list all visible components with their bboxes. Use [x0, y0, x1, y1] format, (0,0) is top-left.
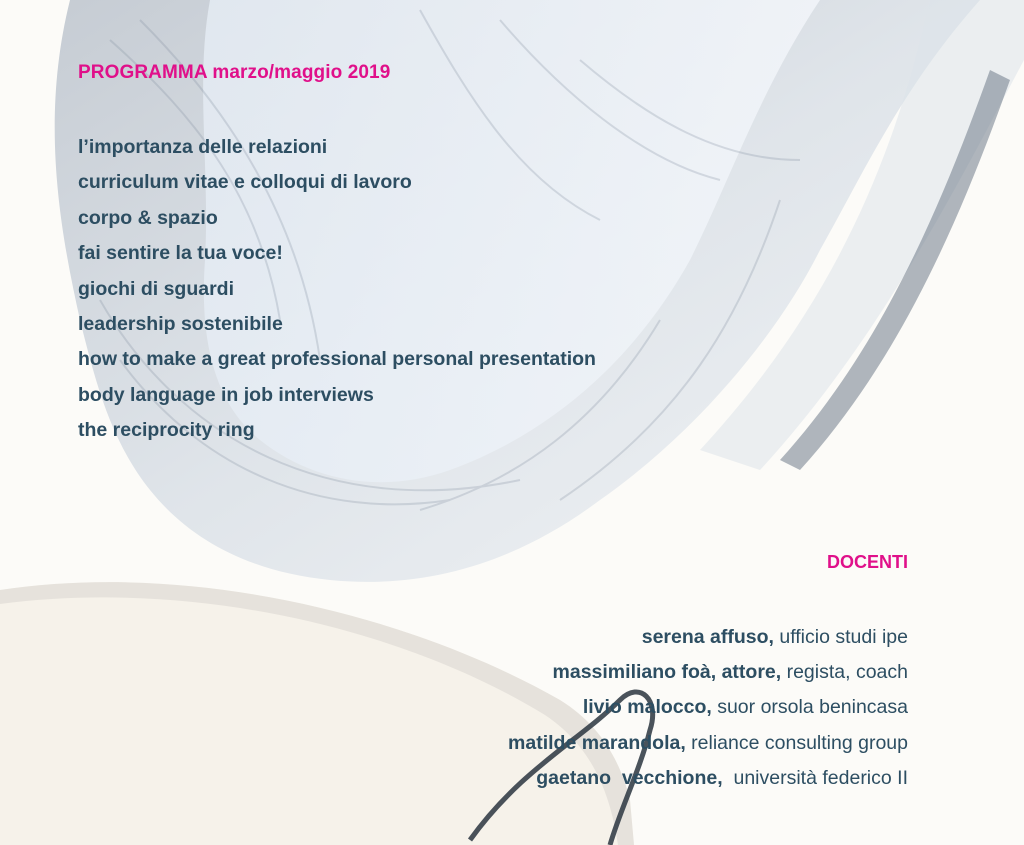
- programma-title: PROGRAMMA marzo/maggio 2019: [78, 62, 391, 83]
- docente-entry: [508, 655, 908, 690]
- docente-role: università federico II: [722, 766, 908, 789]
- docente-name: serena affuso,: [641, 626, 774, 648]
- docenti-list: [508, 620, 908, 796]
- docente-entry: [508, 690, 908, 725]
- docente-name: livio malocco,: [582, 696, 712, 719]
- programma-item: giochi di sguardi: [78, 277, 235, 300]
- programma-list: [78, 130, 596, 449]
- docente-role: regista, coach: [781, 661, 908, 684]
- docente-name: massimiliano foà, attore,: [552, 661, 782, 684]
- programma-item: curriculum vitae e colloqui di lavoro: [78, 171, 412, 194]
- docente-entry: [508, 620, 908, 655]
- programma-item: l’importanza delle relazioni: [78, 136, 328, 158]
- docenti-title: DOCENTI: [827, 552, 908, 572]
- docente-role: suor orsola benincasa: [711, 696, 908, 719]
- docente-name: gaetano vecchione,: [536, 766, 723, 789]
- programma-item: how to make a great professional personal presentation: [78, 348, 596, 371]
- programma-item: corpo & spazio: [78, 206, 218, 229]
- programma-item: leadership sostenibile: [78, 312, 283, 335]
- docente-entry: [508, 726, 908, 761]
- docente-role: ufficio studi ipe: [773, 626, 908, 648]
- programma-item: the reciprocity ring: [78, 419, 255, 442]
- docente-name: matilde marandola,: [508, 731, 686, 754]
- programma-item: body language in job interviews: [78, 383, 374, 406]
- docente-role: reliance consulting group: [685, 731, 908, 754]
- docente-entry: [508, 761, 908, 796]
- programma-item: fai sentire la tua voce!: [78, 242, 283, 265]
